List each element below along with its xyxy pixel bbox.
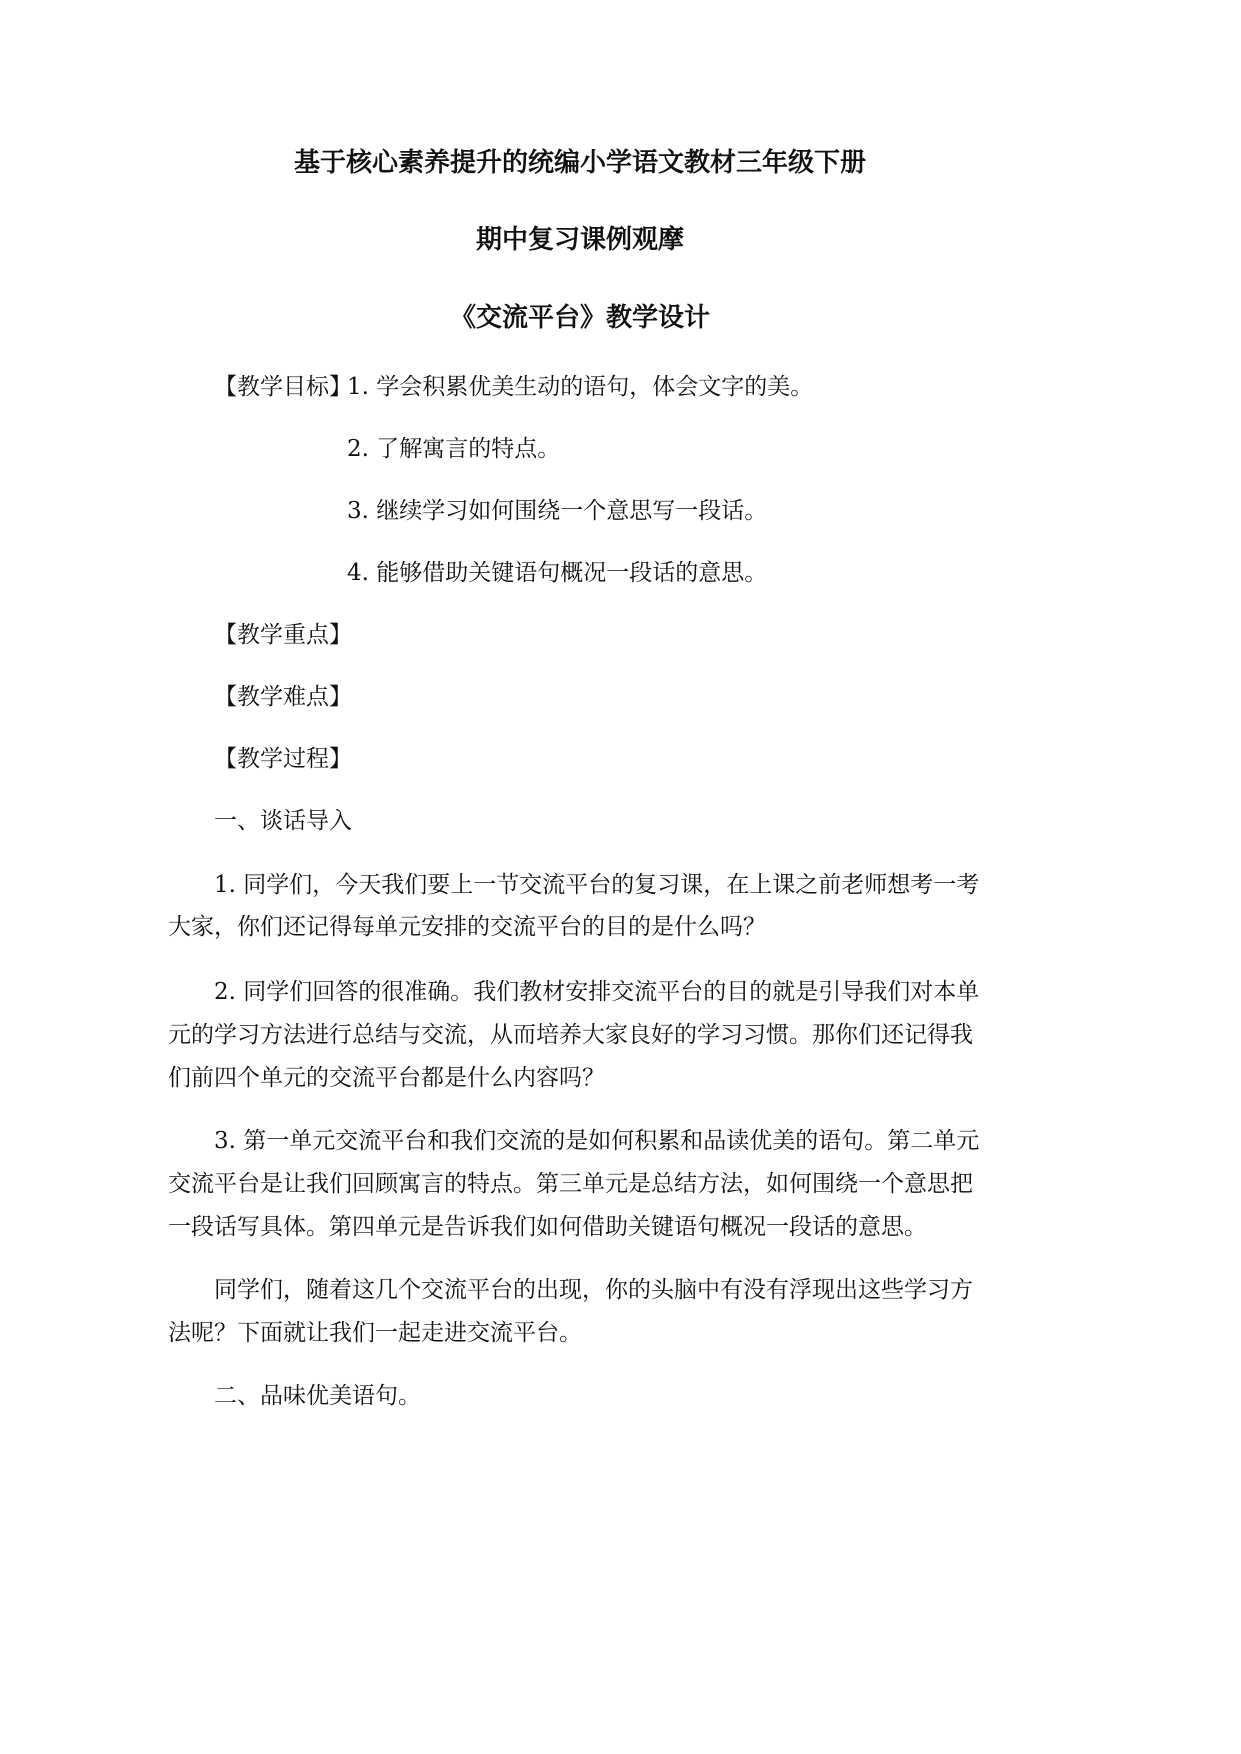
objective-item: 2. 了解寓言的特点。 <box>347 436 561 462</box>
section-heading: 二、品味优美语句。 <box>214 1383 421 1409</box>
process-label: 【教学过程】 <box>214 746 352 772</box>
title-line-2: 期中复习课例观摩 <box>475 225 684 255</box>
paragraph-line: 交流平台是让我们回顾寓言的特点。第三单元是总结方法，如何围绕一个意思把 <box>168 1171 973 1197</box>
difficulties-label: 【教学难点】 <box>214 684 352 710</box>
objective-item: 4. 能够借助关键语句概况一段话的意思。 <box>347 560 768 586</box>
objectives-label: 【教学目标】 <box>214 374 352 400</box>
objective-item: 1. 学会积累优美生动的语句，体会文字的美。 <box>347 374 814 400</box>
paragraph-line: 一段话写具体。第四单元是告诉我们如何借助关键语句概况一段话的意思。 <box>168 1214 927 1240</box>
objective-item: 3. 继续学习如何围绕一个意思写一段话。 <box>347 498 768 524</box>
paragraph-line: 同学们，随着这几个交流平台的出现，你的头脑中有没有浮现出这些学习方 <box>214 1277 973 1303</box>
paragraph-line: 们前四个单元的交流平台都是什么内容吗？ <box>168 1065 605 1091</box>
title-line-1: 基于核心素养提升的统编小学语文教材三年级下册 <box>293 148 866 178</box>
paragraph-line: 法呢？下面就让我们一起走进交流平台。 <box>168 1320 582 1346</box>
paragraph-line: 3. 第一单元交流平台和我们交流的是如何积累和品读优美的语句。第二单元 <box>214 1128 980 1154</box>
paragraph-line: 1. 同学们，今天我们要上一节交流平台的复习课，在上课之前老师想考一考 <box>214 872 980 898</box>
section-heading: 一、谈话导入 <box>214 808 352 834</box>
key-points-label: 【教学重点】 <box>214 622 352 648</box>
paragraph-line: 大家，你们还记得每单元安排的交流平台的目的是什么吗？ <box>168 914 766 940</box>
title-line-3: 《交流平台》教学设计 <box>449 303 710 333</box>
paragraph-line: 2. 同学们回答的很准确。我们教材安排交流平台的目的就是引导我们对本单 <box>214 979 980 1005</box>
paragraph-line: 元的学习方法进行总结与交流，从而培养大家良好的学习习惯。那你们还记得我 <box>168 1022 973 1048</box>
